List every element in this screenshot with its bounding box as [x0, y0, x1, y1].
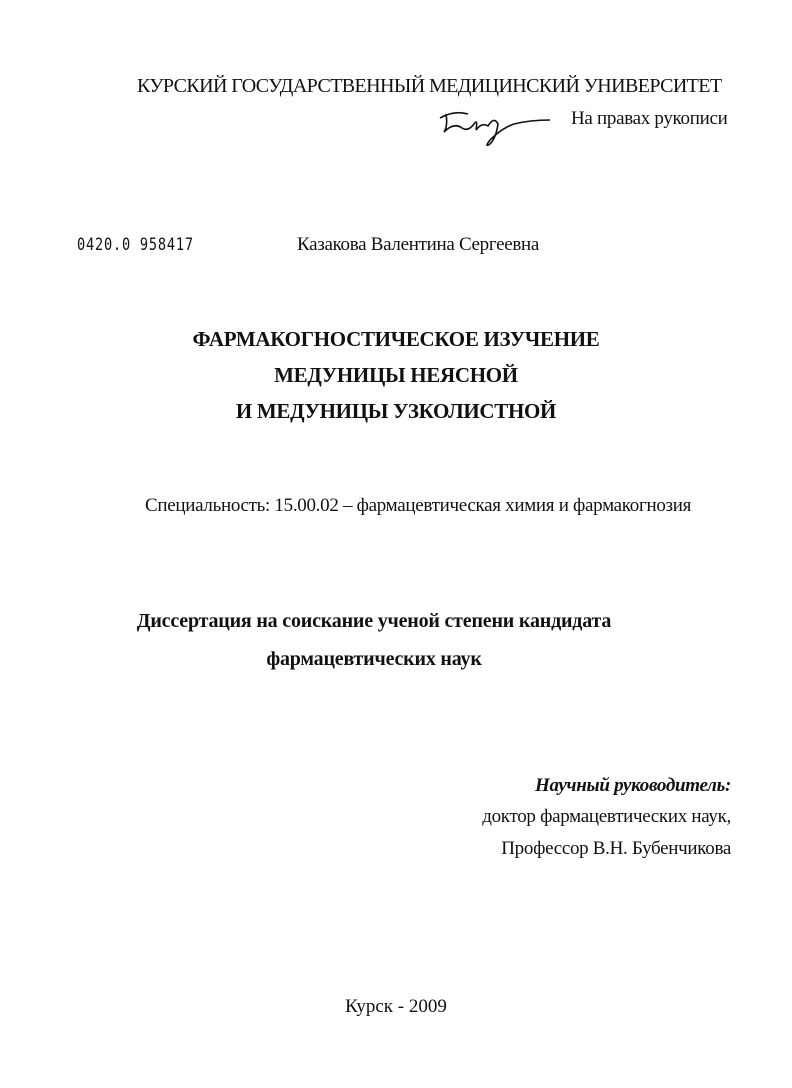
thesis-title-line-1: ФАРМАКОГНОСТИЧЕСКОЕ ИЗУЧЕНИЕ [192, 327, 600, 351]
thesis-title-line-3: И МЕДУНИЦЫ УЗКОЛИСТНОЙ [235, 399, 557, 423]
city-year: Курск - 2009 [345, 996, 447, 1017]
signature-image [432, 104, 552, 152]
catalog-number: 0420.0 958417 [77, 235, 194, 255]
supervisor-label: Научный руководитель: [534, 775, 731, 796]
specialty: Специальность: 15.00.02 – фармацевтическая химия и фармакогнозия [145, 495, 692, 516]
dissertation-line-2: фармацевтических наук [266, 648, 482, 670]
dissertation-line-1: Диссертация на соискание ученой степени кандидата [136, 610, 612, 632]
supervisor-degree: доктор фармацевтических наук, [482, 806, 731, 827]
university-name: КУРСКИЙ ГОСУДАРСТВЕННЫЙ МЕДИЦИНСКИЙ УНИВЕРСИТЕТ [137, 75, 722, 97]
manuscript-rights-note: На правах рукописи [571, 108, 728, 129]
thesis-title-line-2: МЕДУНИЦЫ НЕЯСНОЙ [274, 363, 518, 387]
supervisor-name: Профессор В.Н. Бубенчикова [501, 838, 731, 859]
author-name: Казакова Валентина Сергеевна [297, 234, 540, 255]
